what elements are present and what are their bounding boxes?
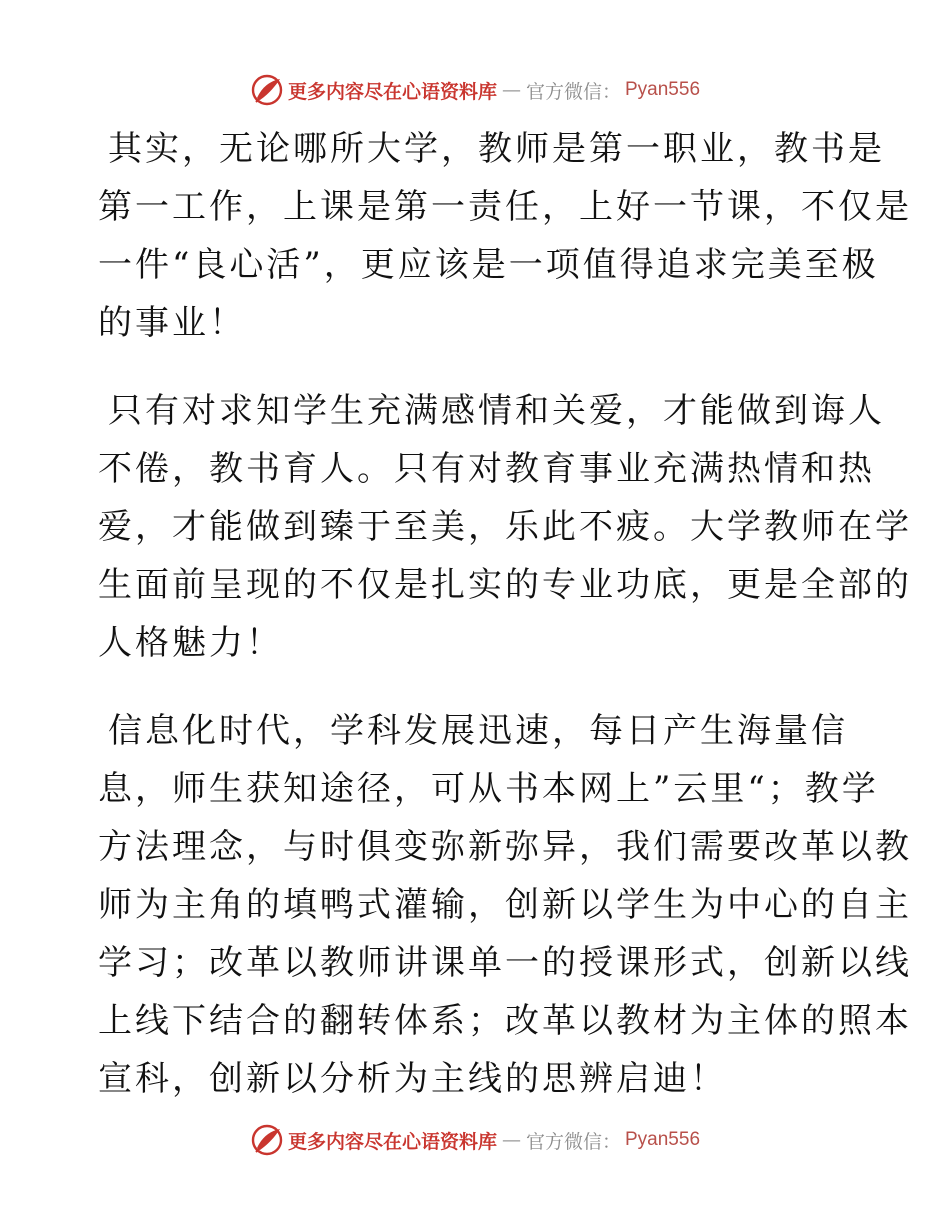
text-line: 不倦，教书育人。只有对教育事业充满热情和热	[98, 449, 875, 489]
text-line: 生面前呈现的不仅是扎实的专业功底，更是全部的	[98, 565, 912, 605]
text-line: 一件“良心活”，更应该是一项值得追求完美至极	[98, 245, 879, 285]
separator: —	[501, 1129, 521, 1151]
paragraph-3	[98, 702, 912, 1108]
text-line: 其实，无论哪所大学，教师是第一职业，教书是	[108, 129, 885, 169]
pen-nib-circle-logo	[250, 73, 284, 107]
wechat-id: Pyan556	[625, 1129, 701, 1150]
wechat-label: 官方微信：	[525, 80, 621, 103]
text-line: 第一工作，上课是第一责任，上好一节课，不仅是	[98, 187, 912, 227]
pen-nib-circle-logo	[250, 1123, 284, 1157]
text-line: 的事业！	[98, 303, 246, 343]
text-line: 信息化时代，学科发展迅速，每日产生海量信	[108, 711, 848, 751]
document-body	[98, 120, 912, 1138]
header-watermark	[0, 70, 950, 110]
text-line: 只有对求知学生充满感情和关爱，才能做到诲人	[108, 391, 885, 431]
paragraph-1	[98, 120, 912, 352]
text-line: 爱，才能做到臻于至美，乐此不疲。大学教师在学	[98, 507, 912, 547]
text-line: 息，师生获知途径，可从书本网上”云里“；教学	[98, 769, 879, 809]
paragraph-2	[98, 382, 912, 672]
site-name: 更多内容尽在心语资料库	[287, 80, 497, 103]
wechat-label: 官方微信：	[525, 1130, 621, 1153]
separator: —	[501, 79, 521, 101]
text-line: 方法理念，与时俱变弥新弥异，我们需要改革以教	[98, 827, 912, 867]
text-line: 师为主角的填鸭式灌输，创新以学生为中心的自主	[98, 885, 912, 925]
wechat-id: Pyan556	[625, 79, 701, 100]
text-line: 人格魅力！	[98, 623, 283, 663]
footer-watermark	[0, 1120, 950, 1160]
text-line: 上线下结合的翻转体系；改革以教材为主体的照本	[98, 1001, 912, 1041]
text-line: 宣科，创新以分析为主线的思辨启迪！	[98, 1059, 727, 1099]
text-line: 学习；改革以教师讲课单一的授课形式，创新以线	[98, 943, 912, 983]
site-name: 更多内容尽在心语资料库	[287, 1130, 497, 1153]
